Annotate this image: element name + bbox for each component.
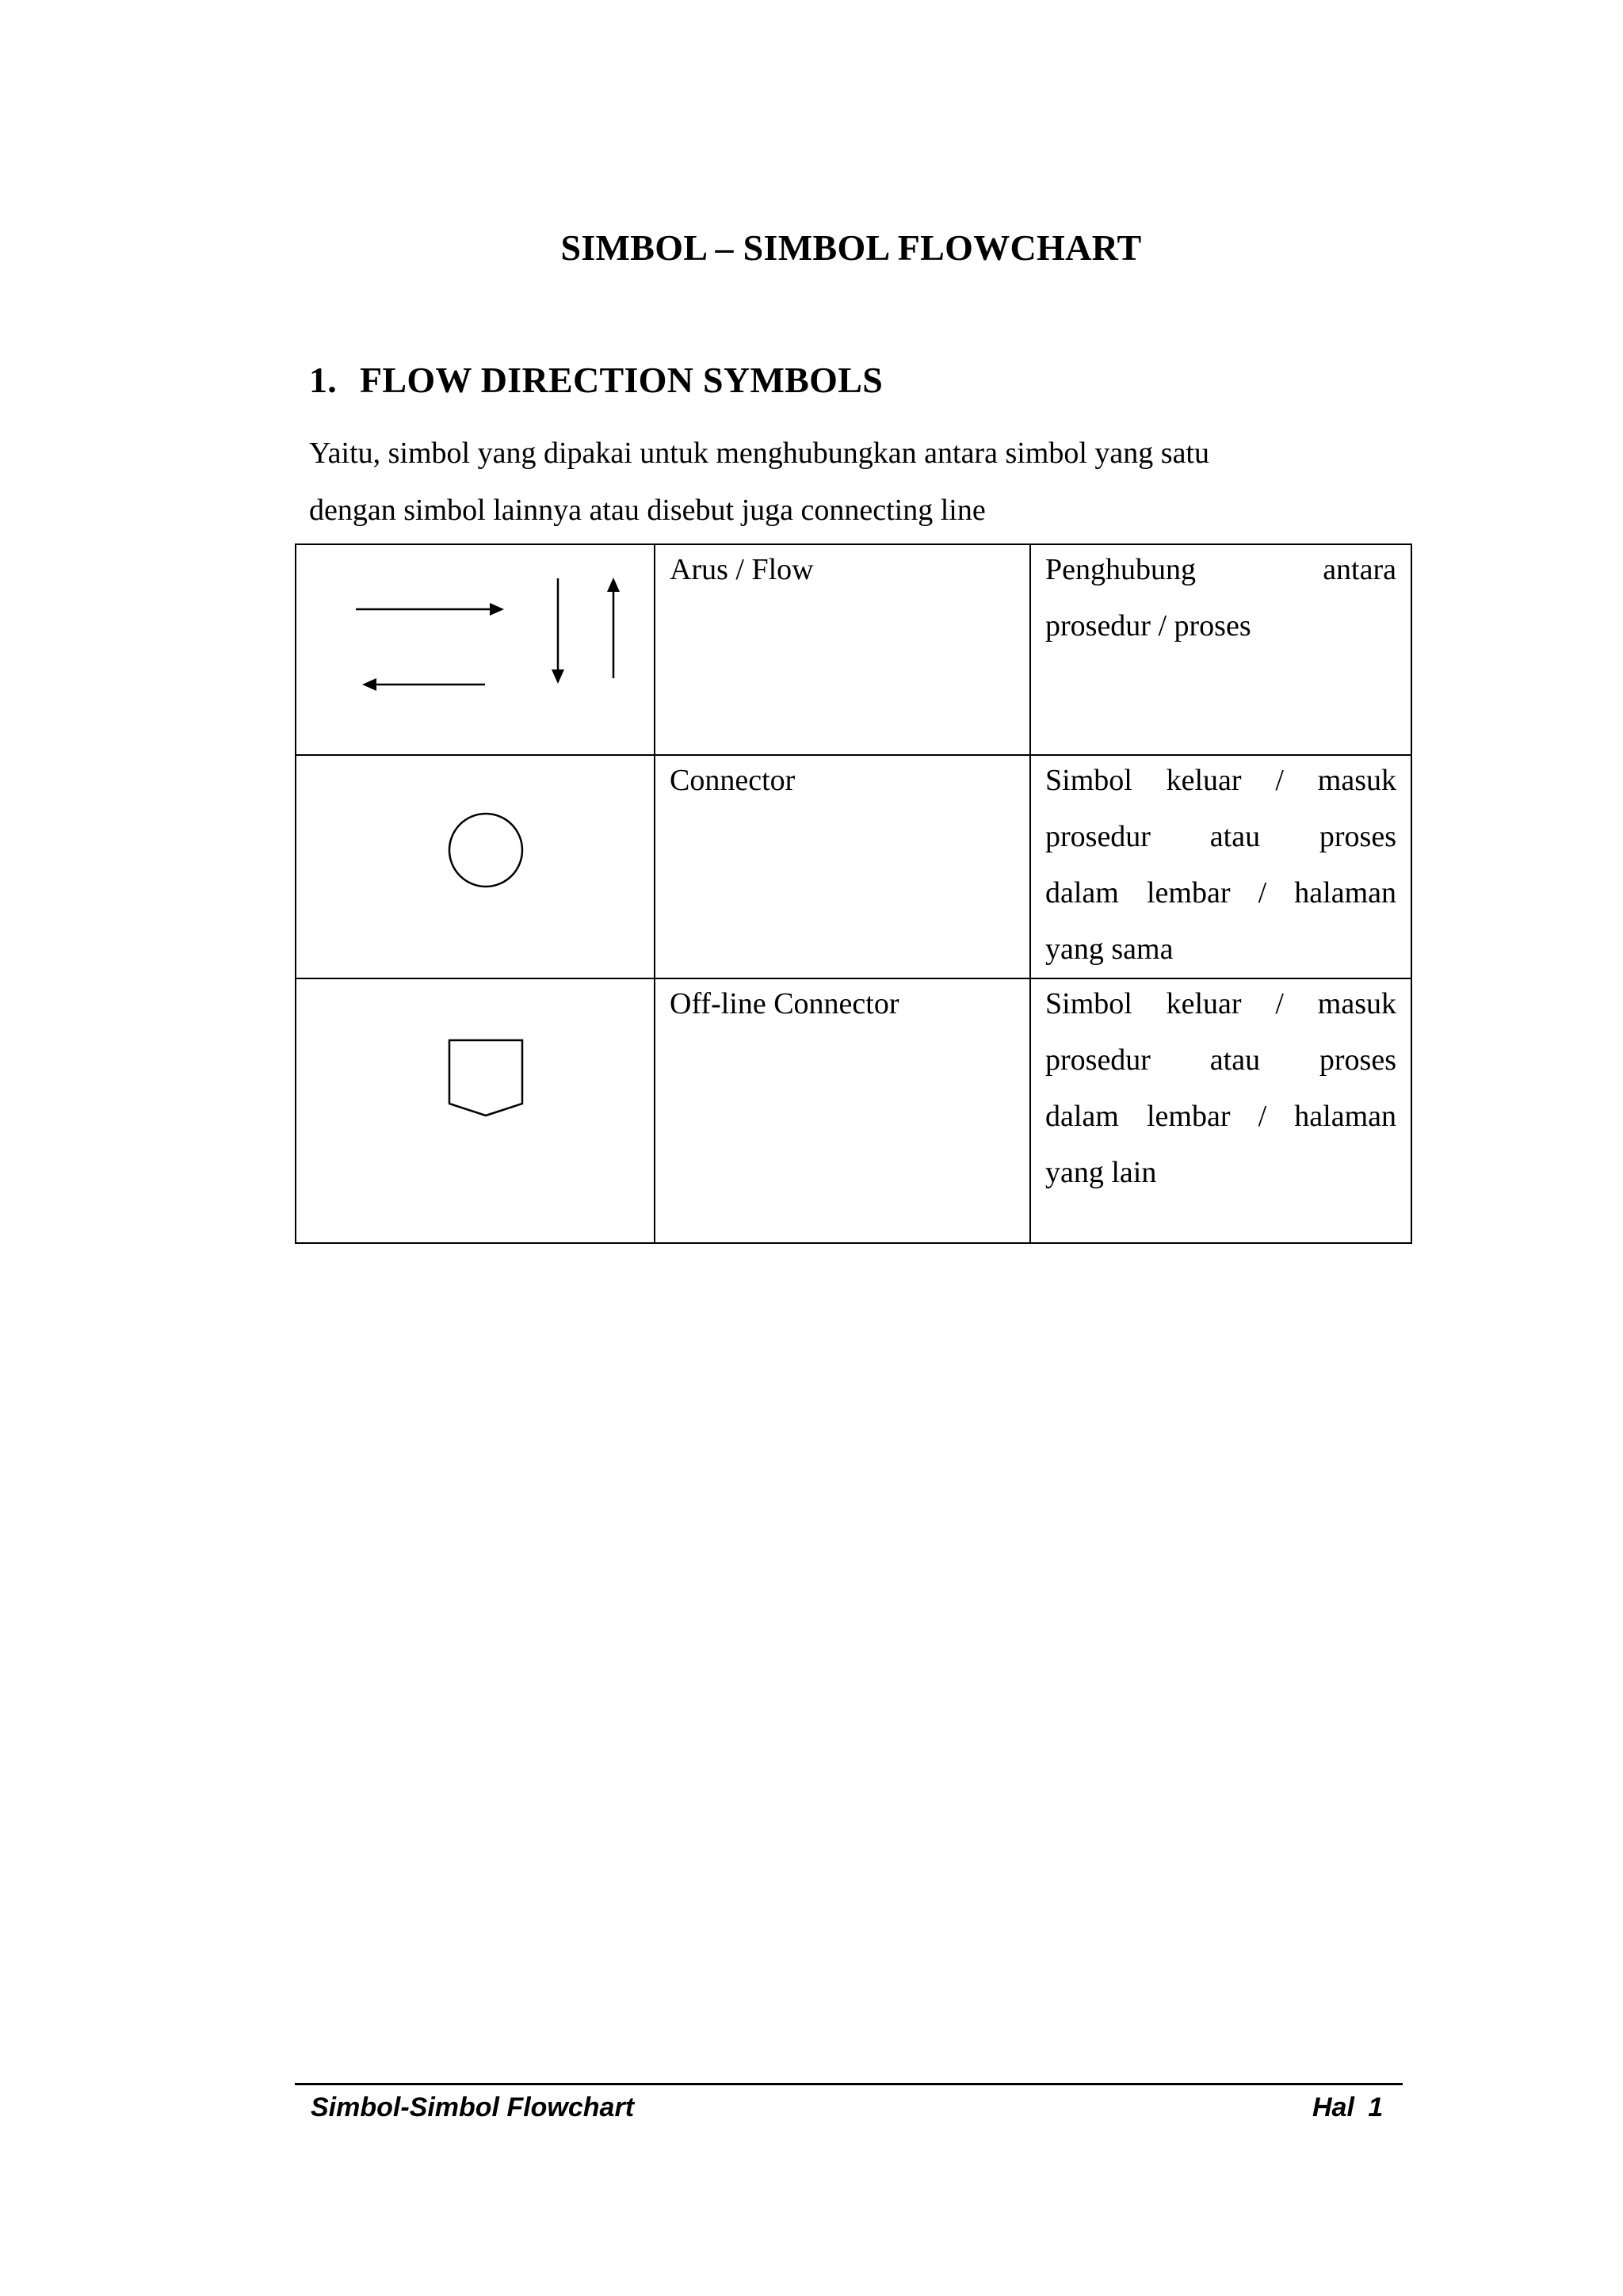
description-line: dalam lembar / halaman xyxy=(1045,1100,1396,1133)
description-line: yang sama xyxy=(1045,933,1174,966)
symbol-cell xyxy=(296,755,655,978)
description-line: prosedur atau proses xyxy=(1045,820,1396,853)
section-heading xyxy=(309,359,883,401)
table-row xyxy=(296,544,1411,755)
symbol-cell xyxy=(296,544,655,755)
symbol-cell xyxy=(296,978,655,1243)
symbol-name-cell xyxy=(655,544,1030,755)
symbol-description xyxy=(1031,542,1411,654)
symbol-description xyxy=(1031,976,1411,1201)
description-line: prosedur / proses xyxy=(1045,609,1251,643)
flow-arrows-icon xyxy=(296,545,655,754)
symbol-name-cell xyxy=(655,978,1030,1243)
symbol-description-cell xyxy=(1030,544,1411,755)
description-line: Simbol keluar / masuk xyxy=(1045,764,1396,797)
connector-circle-icon xyxy=(296,756,655,965)
table-row xyxy=(296,978,1411,1243)
intro-line-1: Yaitu, simbol yang dipakai untuk menghubungkan antara simbol yang satu xyxy=(309,437,1209,470)
symbol-name: Off-line Connector xyxy=(670,987,899,1020)
symbol-name: Connector xyxy=(670,764,796,797)
footer-divider xyxy=(295,2083,1403,2085)
section-heading-text: FLOW DIRECTION SYMBOLS xyxy=(360,360,884,400)
section-intro xyxy=(309,425,1419,539)
symbol-name-cell xyxy=(655,755,1030,978)
footer-document-title: Simbol-Simbol Flowchart xyxy=(311,2092,635,2122)
symbol-description-cell xyxy=(1030,755,1411,978)
symbol-description-cell xyxy=(1030,978,1411,1243)
footer-page-number: Hal 1 xyxy=(1312,2092,1384,2122)
symbol-name: Arus / Flow xyxy=(670,553,814,586)
symbol-description xyxy=(1031,753,1411,978)
description-line: yang lain xyxy=(1045,1156,1157,1189)
description-line: Simbol keluar / masuk xyxy=(1045,987,1396,1020)
intro-line-2: dengan simbol lainnya atau disebut juga connecting line xyxy=(309,494,986,527)
page-title: SIMBOL – SIMBOL FLOWCHART xyxy=(560,227,1142,268)
description-line: dalam lembar / halaman xyxy=(1045,876,1396,910)
symbol-table xyxy=(295,543,1412,1244)
description-line: Penghubung antara xyxy=(1045,553,1396,586)
section-number: 1. xyxy=(309,360,338,400)
offpage-connector-icon xyxy=(296,979,655,1242)
table-row xyxy=(296,755,1411,978)
description-line: prosedur atau proses xyxy=(1045,1043,1396,1077)
